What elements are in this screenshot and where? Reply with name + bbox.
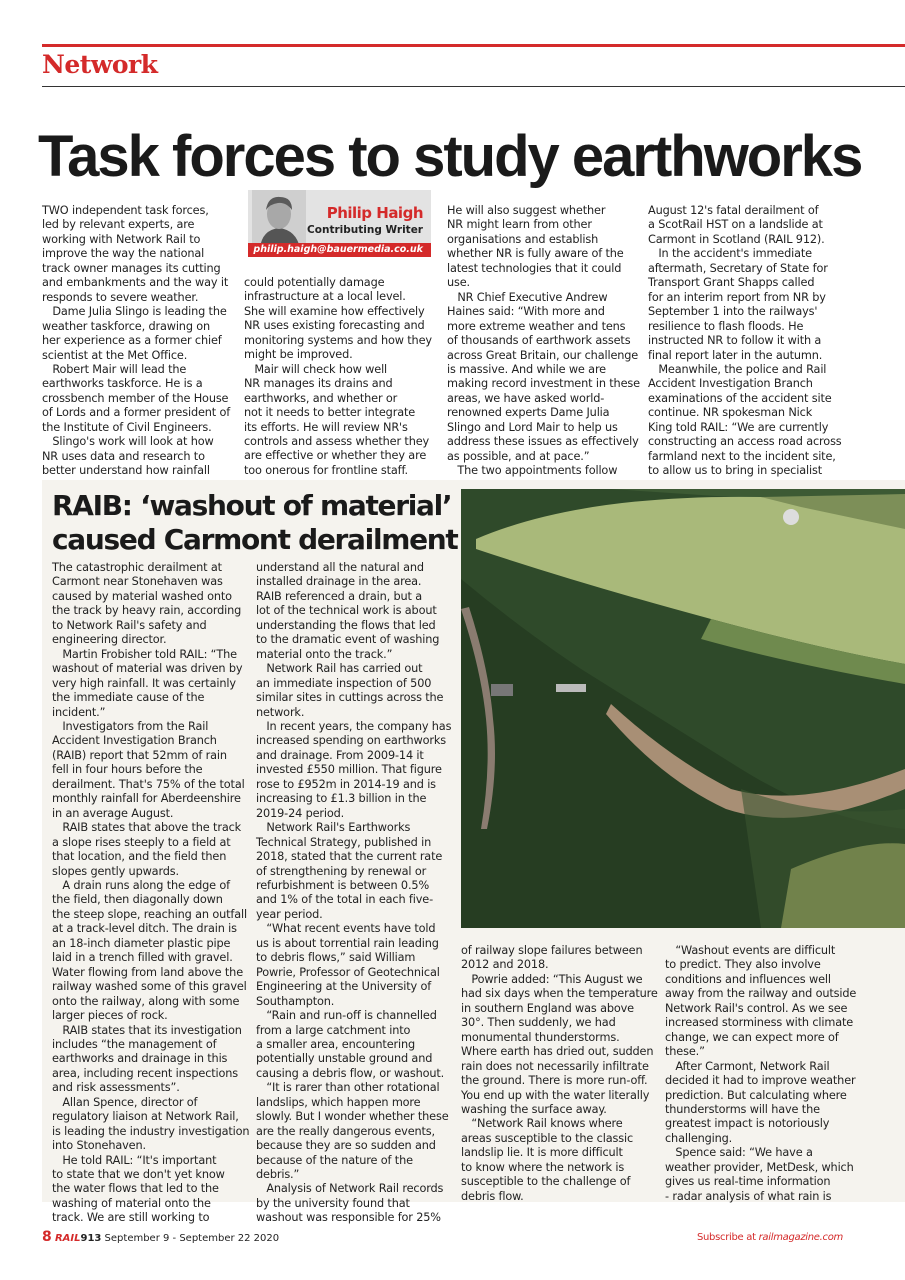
text-line: the ground. There is more run-off.: [461, 1074, 648, 1088]
footer-folio: [42, 1229, 279, 1245]
text-line: laid in a trench filled with gravel.: [52, 951, 233, 965]
text-line: Martin Frobisher told RAIL: “The: [52, 647, 237, 661]
text-line: debris.”: [256, 1168, 300, 1182]
text-line: scientist at the Met Office.: [42, 348, 188, 362]
text-line: railway washed some of this gravel: [52, 980, 247, 994]
text-line: an immediate inspection of 500: [256, 676, 432, 690]
page-number: 8: [42, 1229, 52, 1245]
sidebar-column-3: [461, 944, 658, 1204]
text-line: earthworks taskforce. He is a: [42, 377, 203, 391]
author-email[interactable]: philip.haigh@bauermedia.co.uk: [248, 243, 431, 257]
aerial-photo-derailment-site: [461, 489, 905, 928]
text-line: NR might learn from other: [447, 218, 592, 232]
text-line: us is about torrential rain leading: [256, 936, 439, 950]
text-line: fell in four hours before the: [52, 763, 203, 777]
text-line: the steep slope, reaching an outfall: [52, 907, 247, 921]
text-line: as possible, and at pace.”: [447, 449, 590, 463]
text-line: the track by heavy rain, according: [52, 604, 242, 618]
text-line: landslip lie. It is more difficult: [461, 1146, 623, 1160]
text-line: monthly rainfall for Aberdeenshire: [52, 792, 241, 806]
text-line: and 1% of the total in each five-: [256, 893, 433, 907]
text-line: A drain runs along the edge of: [52, 878, 230, 892]
text-line: farmland next to the incident site,: [648, 449, 836, 463]
main-column-4: [648, 204, 842, 479]
text-line: of thousands of earthwork assets: [447, 334, 631, 348]
text-line: monumental thunderstorms.: [461, 1030, 620, 1044]
text-line: August 12's fatal derailment of: [648, 204, 819, 217]
text-line: increasing to £1.3 billion in the: [256, 792, 427, 806]
text-line: installed drainage in the area.: [256, 575, 422, 589]
text-line: network.: [256, 705, 305, 719]
text-line: led by relevant experts, are: [42, 218, 195, 232]
text-line: Mair will check how well: [244, 362, 388, 376]
text-line: RAIB states that its investigation: [52, 1023, 242, 1037]
text-line: continue. NR spokesman Nick: [648, 406, 813, 420]
text-line: Network Rail's control. As we see: [665, 1001, 848, 1015]
issue-dates: September 9 - September 22 2020: [104, 1233, 280, 1244]
text-line: these.”: [665, 1045, 705, 1059]
text-line: debris flow.: [461, 1189, 524, 1203]
text-line: “What recent events have told: [256, 922, 436, 936]
author-photo: [252, 190, 306, 248]
text-line: (RAIB) report that 52mm of rain: [52, 748, 227, 762]
text-line: Analysis of Network Rail records: [256, 1182, 444, 1196]
text-line: to debris flows,” said William: [256, 951, 416, 965]
text-line: RAIB referenced a drain, but a: [256, 589, 423, 603]
text-line: of railway slope failures between: [461, 944, 643, 957]
text-line: incident.”: [52, 705, 106, 719]
text-line: greatest impact is notoriously: [665, 1117, 830, 1131]
text-line: for an interim report from NR by: [648, 290, 826, 304]
text-line: September 1 into the railways': [648, 305, 818, 319]
text-line: landslips, which happen more: [256, 1095, 421, 1109]
text-line: 30°. Then suddenly, we had: [461, 1016, 616, 1030]
text-line: material onto the track.”: [256, 647, 393, 661]
text-line: The two appointments follow: [447, 464, 618, 478]
text-line: “It is rarer than other rotational: [256, 1081, 440, 1095]
text-line: and risk assessments”.: [52, 1081, 180, 1095]
text-line: Powrie added: “This August we: [461, 972, 643, 986]
text-line: Network Rail's Earthworks: [256, 821, 411, 835]
text-line: and embankments and the way it: [42, 276, 229, 290]
text-line: Powrie, Professor of Geotechnical: [256, 965, 440, 979]
text-line: In recent years, the company has: [256, 719, 452, 733]
text-line: challenging.: [665, 1131, 733, 1145]
text-line: prediction. But calculating where: [665, 1088, 847, 1102]
author-name: Philip Haigh: [326, 204, 423, 222]
text-line: After Carmont, Network Rail: [665, 1059, 830, 1073]
text-line: to state that we don't yet know: [52, 1168, 225, 1182]
text-line: NR Chief Executive Andrew: [447, 290, 608, 304]
text-line: 2019-24 period.: [256, 806, 345, 820]
text-line: Technical Strategy, published in: [256, 835, 432, 849]
section-divider: [42, 86, 905, 87]
text-line: aftermath, Secretary of State for: [648, 261, 828, 275]
text-line: instructed NR to follow it with a: [648, 334, 822, 348]
text-line: caused by material washed onto: [52, 589, 232, 603]
text-line: She will examine how effectively: [244, 304, 425, 318]
subscribe-link[interactable]: railmagazine.com: [758, 1232, 843, 1243]
text-line: Allan Spence, director of: [52, 1095, 198, 1109]
text-line: Slingo's work will look at how: [42, 435, 214, 449]
text-line: He told RAIL: “It's important: [52, 1153, 217, 1167]
text-line: to know where the network is: [461, 1160, 625, 1174]
text-line: infrastructure at a local level.: [244, 290, 406, 304]
text-line: in an average August.: [52, 806, 174, 820]
issue-number: 913: [80, 1233, 102, 1244]
text-line: Investigators from the Rail: [52, 719, 209, 733]
top-red-rule: [42, 44, 905, 47]
sidebar-headline: RAIB: ‘washout of material’ caused Carmont derailment: [52, 489, 458, 556]
text-line: change, we can expect more of: [665, 1030, 839, 1044]
text-line: weather provider, MetDesk, which: [665, 1160, 854, 1174]
text-line: very high rainfall. It was certainly: [52, 676, 236, 690]
text-line: lot of the technical work is about: [256, 604, 437, 618]
text-line: because they are so sudden and: [256, 1139, 436, 1153]
text-line: 2012 and 2018.: [461, 958, 549, 972]
text-line: are the really dangerous events,: [256, 1124, 435, 1138]
text-line: Where earth has dried out, sudden: [461, 1045, 654, 1059]
text-line: “Washout events are difficult: [665, 944, 836, 957]
text-line: and drainage. From 2009-14 it: [256, 748, 424, 762]
sidebar-column-2: [256, 561, 451, 1226]
text-line: not it needs to better integrate: [244, 406, 416, 420]
text-line: RAIB states that above the track: [52, 821, 242, 835]
text-line: slowly. But I wonder whether these: [256, 1110, 449, 1124]
text-line: its efforts. He will review NR's: [244, 420, 408, 434]
text-line: Carmont near Stonehaven was: [52, 575, 223, 589]
text-line: Southampton.: [256, 994, 335, 1008]
text-line: working with Network Rail to: [42, 232, 201, 246]
text-line: resilience to flash floods. He: [648, 319, 804, 333]
text-line: had six days when the temperature: [461, 987, 658, 1001]
text-line: the field, then diagonally down: [52, 893, 223, 907]
text-line: making record investment in these: [447, 377, 640, 391]
text-line: washout was responsible for 25%: [256, 1211, 441, 1225]
text-line: washing the surface away.: [461, 1102, 607, 1116]
text-line: NR uses data and research to: [42, 449, 205, 463]
text-line: are effective or whether they are: [244, 449, 427, 463]
text-line: Robert Mair will lead the: [42, 362, 187, 376]
text-line: could potentially damage: [244, 276, 385, 289]
text-line: causing a debris flow, or washout.: [256, 1066, 445, 1080]
text-line: “Rain and run-off is channelled: [256, 1009, 437, 1023]
text-line: examinations of the accident site: [648, 391, 832, 405]
text-line: Carmont in Scotland (RAIL 912).: [648, 232, 825, 246]
text-line: Transport Grant Shapps called: [648, 276, 815, 290]
text-line: final report later in the autumn.: [648, 348, 823, 362]
text-line: understand all the natural and: [256, 561, 424, 574]
text-line: He will also suggest whether: [447, 204, 606, 217]
text-line: conditions and influences well: [665, 972, 831, 986]
text-line: track owner manages its cutting: [42, 261, 221, 275]
text-line: controls and assess whether they: [244, 434, 430, 448]
text-line: decided it had to improve weather: [665, 1074, 856, 1088]
text-line: across Great Britain, our challenge: [447, 348, 639, 362]
text-line: understanding the flows that led: [256, 618, 436, 632]
text-line: susceptible to the challenge of: [461, 1175, 631, 1189]
text-line: Accident Investigation Branch: [52, 734, 217, 748]
text-line: Meanwhile, the police and Rail: [648, 362, 827, 376]
text-line: to allow us to bring in specialist: [648, 464, 822, 478]
text-line: invested £550 million. That figure: [256, 763, 442, 777]
text-line: - radar analysis of what rain is: [665, 1189, 832, 1203]
text-line: weather taskforce, drawing on: [42, 319, 211, 333]
text-line: In the accident's immediate: [648, 247, 812, 261]
text-line: year period.: [256, 907, 323, 921]
text-line: at a track-level ditch. The drain is: [52, 922, 237, 936]
text-line: whether NR is fully aware of the: [447, 247, 624, 261]
magazine-name: RAIL: [54, 1233, 81, 1244]
text-line: rain does not necessarily infiltrate: [461, 1059, 649, 1073]
text-line: “Network Rail knows where: [461, 1117, 623, 1131]
main-column-2: [244, 276, 432, 478]
text-line: Accident Investigation Branch: [648, 377, 813, 391]
text-line: increased storminess with climate: [665, 1016, 854, 1030]
text-line: renowned experts Dame Julia: [447, 406, 610, 420]
text-line: might be improved.: [244, 348, 353, 362]
text-line: responds to severe weather.: [42, 290, 199, 304]
text-line: rose to £952m in 2014-19 and is: [256, 777, 436, 791]
text-line: regulatory liaison at Network Rail,: [52, 1110, 239, 1124]
text-line: the Institute of Civil Engineers.: [42, 420, 212, 434]
text-line: to the dramatic event of washing: [256, 633, 440, 647]
text-line: is massive. And while we are: [447, 362, 606, 376]
text-line: washing of material onto the: [52, 1196, 211, 1210]
text-line: The catastrophic derailment at: [52, 561, 222, 574]
text-line: is leading the industry investigation: [52, 1124, 250, 1138]
text-line: of Lords and a former president of: [42, 406, 231, 420]
text-line: Water flowing from land above the: [52, 965, 243, 979]
text-line: track. We are still working to: [52, 1211, 210, 1225]
subscribe-note: [697, 1232, 843, 1243]
text-line: refurbishment is between 0.5%: [256, 878, 430, 892]
text-line: away from the railway and outside: [665, 987, 857, 1001]
text-line: monitoring systems and how they: [244, 333, 432, 347]
text-line: areas, we have asked world-: [447, 391, 605, 405]
text-line: potentially unstable ground and: [256, 1052, 433, 1066]
author-role: Contributing Writer: [307, 224, 423, 236]
text-line: that location, and the field then: [52, 850, 227, 864]
text-line: in southern England was above: [461, 1001, 634, 1015]
text-line: Network Rail has carried out: [256, 662, 423, 676]
text-line: to Network Rail's safety and: [52, 618, 207, 632]
text-line: thunderstorms will have the: [665, 1102, 820, 1116]
text-line: Spence said: “We have a: [665, 1146, 813, 1160]
text-line: a slope rises steeply to a field at: [52, 835, 231, 849]
text-line: washout of material was driven by: [52, 662, 243, 676]
text-line: the water flows that led to the: [52, 1182, 219, 1196]
text-line: from a large catchment into: [256, 1023, 411, 1037]
text-line: of strengthening by renewal or: [256, 864, 427, 878]
text-line: address these issues as effectively: [447, 435, 639, 449]
text-line: to predict. They also involve: [665, 958, 821, 972]
text-line: improve the way the national: [42, 247, 205, 261]
text-line: Dame Julia Slingo is leading the: [42, 305, 227, 319]
sidebar-column-4: [665, 944, 856, 1204]
text-line: use.: [447, 276, 470, 290]
text-line: constructing an access road across: [648, 435, 842, 449]
text-line: earthworks, and whether or: [244, 391, 398, 405]
text-line: an 18-inch diameter plastic pipe: [52, 936, 231, 950]
text-line: into Stonehaven.: [52, 1139, 146, 1153]
text-line: better understand how rainfall: [42, 464, 210, 478]
text-line: her experience as a former chief: [42, 334, 222, 348]
text-line: TWO independent task forces,: [42, 204, 209, 217]
text-line: derailment. That's 75% of the total: [52, 777, 245, 791]
text-line: 2018, stated that the current rate: [256, 850, 443, 864]
text-line: increased spending on earthworks: [256, 734, 446, 748]
text-line: Slingo and Lord Mair to help us: [447, 420, 618, 434]
text-line: Engineering at the University of: [256, 980, 432, 994]
text-line: NR manages its drains and: [244, 377, 393, 391]
text-line: area, including recent inspections: [52, 1066, 239, 1080]
text-line: includes “the management of: [52, 1037, 217, 1051]
text-line: larger pieces of rock.: [52, 1009, 168, 1023]
page-headline: Task forces to study earthworks: [38, 124, 862, 189]
text-line: because of the nature of the: [256, 1153, 413, 1167]
text-line: engineering director.: [52, 633, 167, 647]
text-line: earthworks and drainage in this: [52, 1052, 228, 1066]
text-line: You end up with the water literally: [461, 1088, 650, 1102]
text-line: a smaller area, encountering: [256, 1037, 416, 1051]
text-line: gives us real-time information: [665, 1175, 831, 1189]
byline-box: [248, 190, 431, 257]
text-line: Haines said: “With more and: [447, 305, 605, 319]
text-line: slopes gently upwards.: [52, 864, 179, 878]
text-line: areas susceptible to the classic: [461, 1131, 634, 1145]
text-line: organisations and establish: [447, 232, 599, 246]
text-line: by the university found that: [256, 1196, 410, 1210]
text-line: onto the railway, along with some: [52, 994, 240, 1008]
text-line: similar sites in cuttings across the: [256, 691, 444, 705]
text-line: a ScotRail HST on a landslide at: [648, 218, 823, 232]
text-line: the immediate cause of the: [52, 691, 205, 705]
text-line: NR uses existing forecasting and: [244, 319, 425, 333]
text-line: too onerous for frontline staff.: [244, 463, 408, 477]
main-column-1: [42, 204, 230, 479]
subscribe-prefix: Subscribe at: [696, 1232, 759, 1243]
text-line: latest technologies that it could: [447, 261, 622, 275]
text-line: crossbench member of the House: [42, 391, 229, 405]
sidebar-column-1: [52, 561, 249, 1226]
main-column-3: [447, 204, 640, 479]
text-line: King told RAIL: “We are currently: [648, 420, 829, 434]
section-label: Network: [42, 50, 158, 79]
text-line: more extreme weather and tens: [447, 319, 626, 333]
